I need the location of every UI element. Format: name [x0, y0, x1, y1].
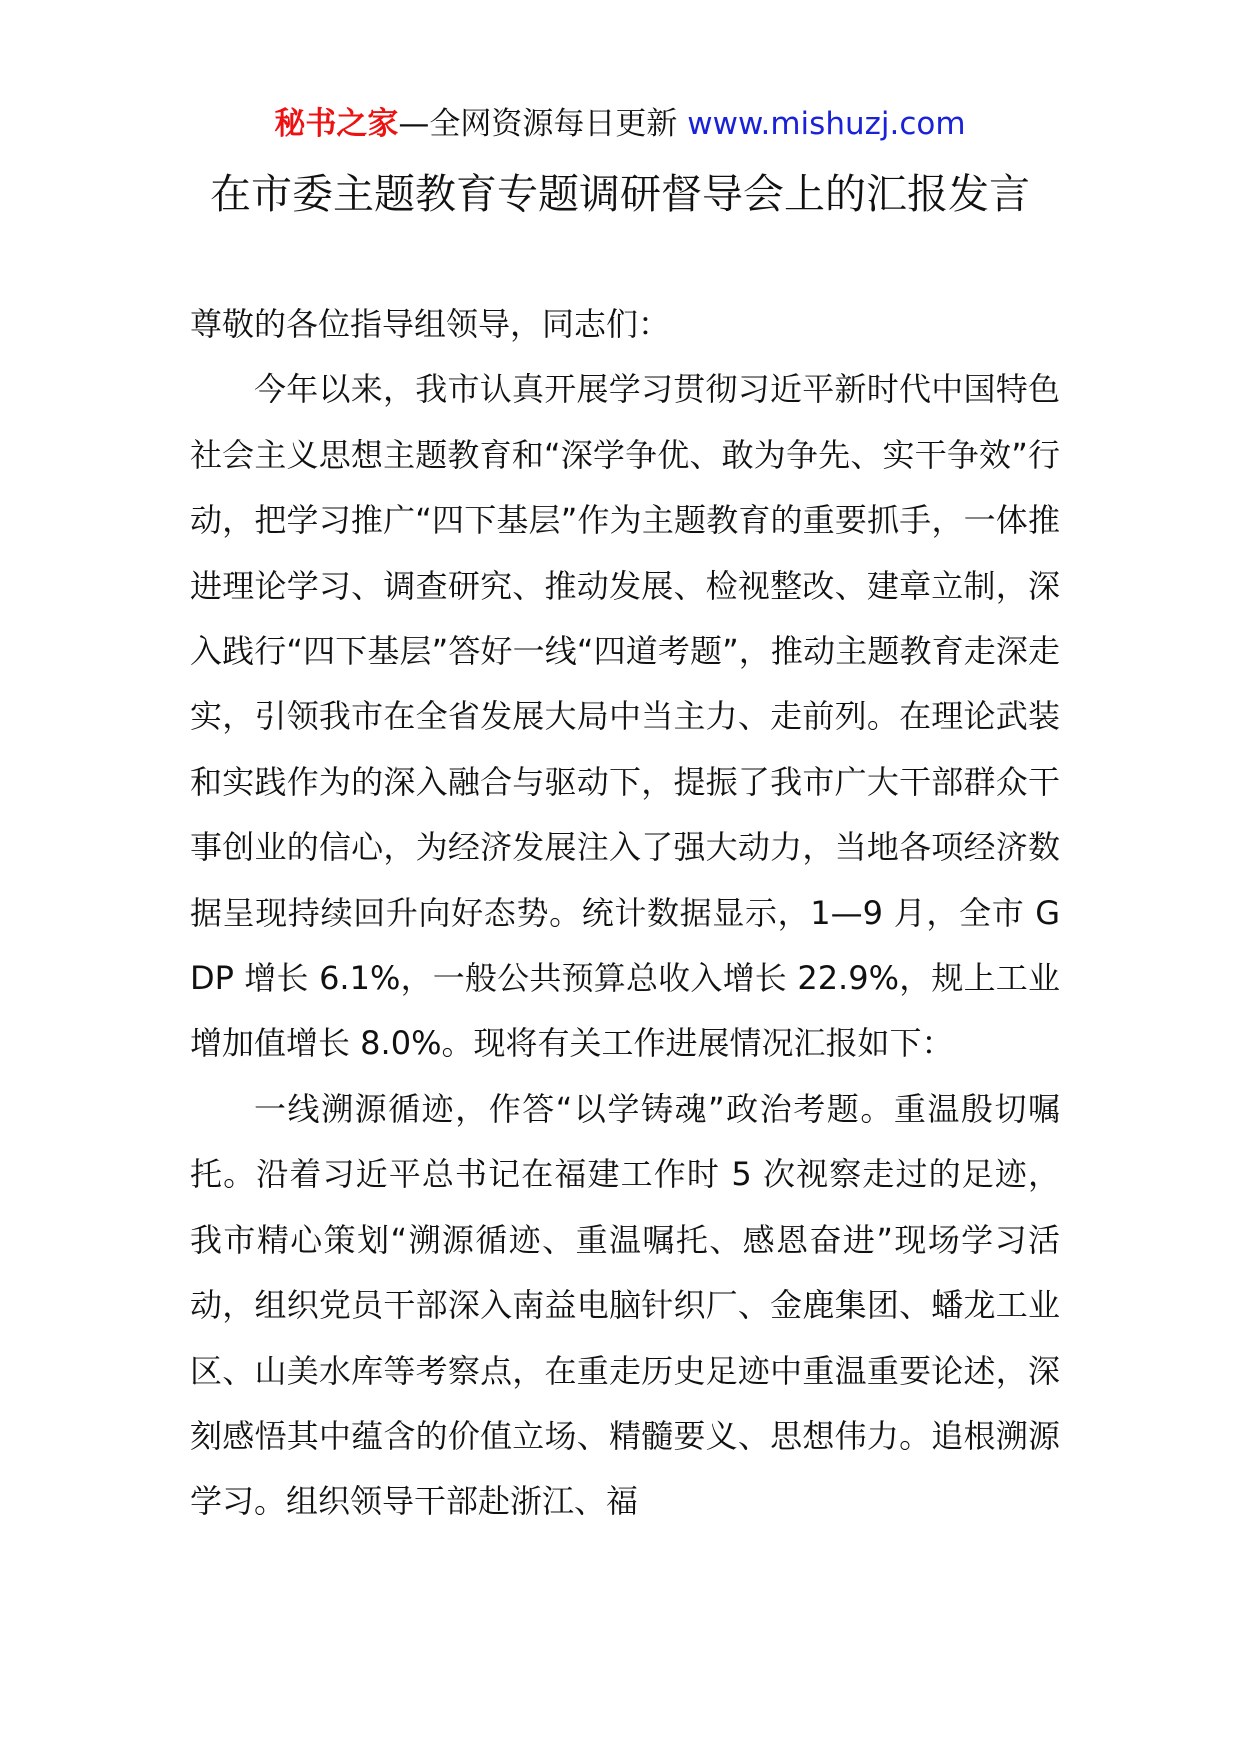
- paragraph-section-one: 一线溯源循迹，作答“以学铸魂”政治考题。重温殷切嘱托。沿着习近平总书记在福建工作时 5 次视察走过的足迹，我市精心策划“溯源循迹、重温嘱托、感恩奋进”现场学习活动，组织党员干部深入南益电脑针织厂、金鹿集团、蟠龙工业区、山美水库等考察点，在重走历史足迹中重温重要论述，深刻感悟其中蕴含的价值立场、精髓要义、思想伟力。追根溯源学习。组织领导干部赴浙江、福: [190, 1089, 1060, 1521]
- document-body: [190, 292, 1060, 1535]
- header-tagline: —全网资源每日更新: [398, 106, 688, 142]
- document-title: 在市委主题教育专题调研督导会上的汇报发言: [210, 170, 1030, 218]
- brand-name: 秘书之家: [274, 106, 399, 142]
- paragraph-intro: 今年以来，我市认真开展学习贯彻习近平新时代中国特色社会主义思想主题教育和“深学争优、敢为争先、实干争效”行动，把学习推广“四下基层”作为主题教育的重要抓手，一体推进理论学习、调查研究、推动发展、检视整改、建章立制，深入践行“四下基层”答好一线“四道考题”，推动主题教育走深走实，引领我市在全省发展大局中当主力、走前列。在理论武装和实践作为的深入融合与驱动下，提振了我市广大干部群众干事创业的信心，为经济发展注入了强大动力，当地各项经济数据呈现持续回升向好态势。统计数据显示，1—9 月，全市 GDP 增长 6.1%，一般公共预算总收入增长 22.9%，规上工业增加值增长 8.0%。现将有关工作进展情况汇报如下：: [190, 370, 1060, 1063]
- salutation: 尊敬的各位指导组领导，同志们：: [190, 305, 671, 343]
- site-header: [0, 104, 1240, 144]
- site-url[interactable]: www.mishuzj.com: [687, 106, 966, 142]
